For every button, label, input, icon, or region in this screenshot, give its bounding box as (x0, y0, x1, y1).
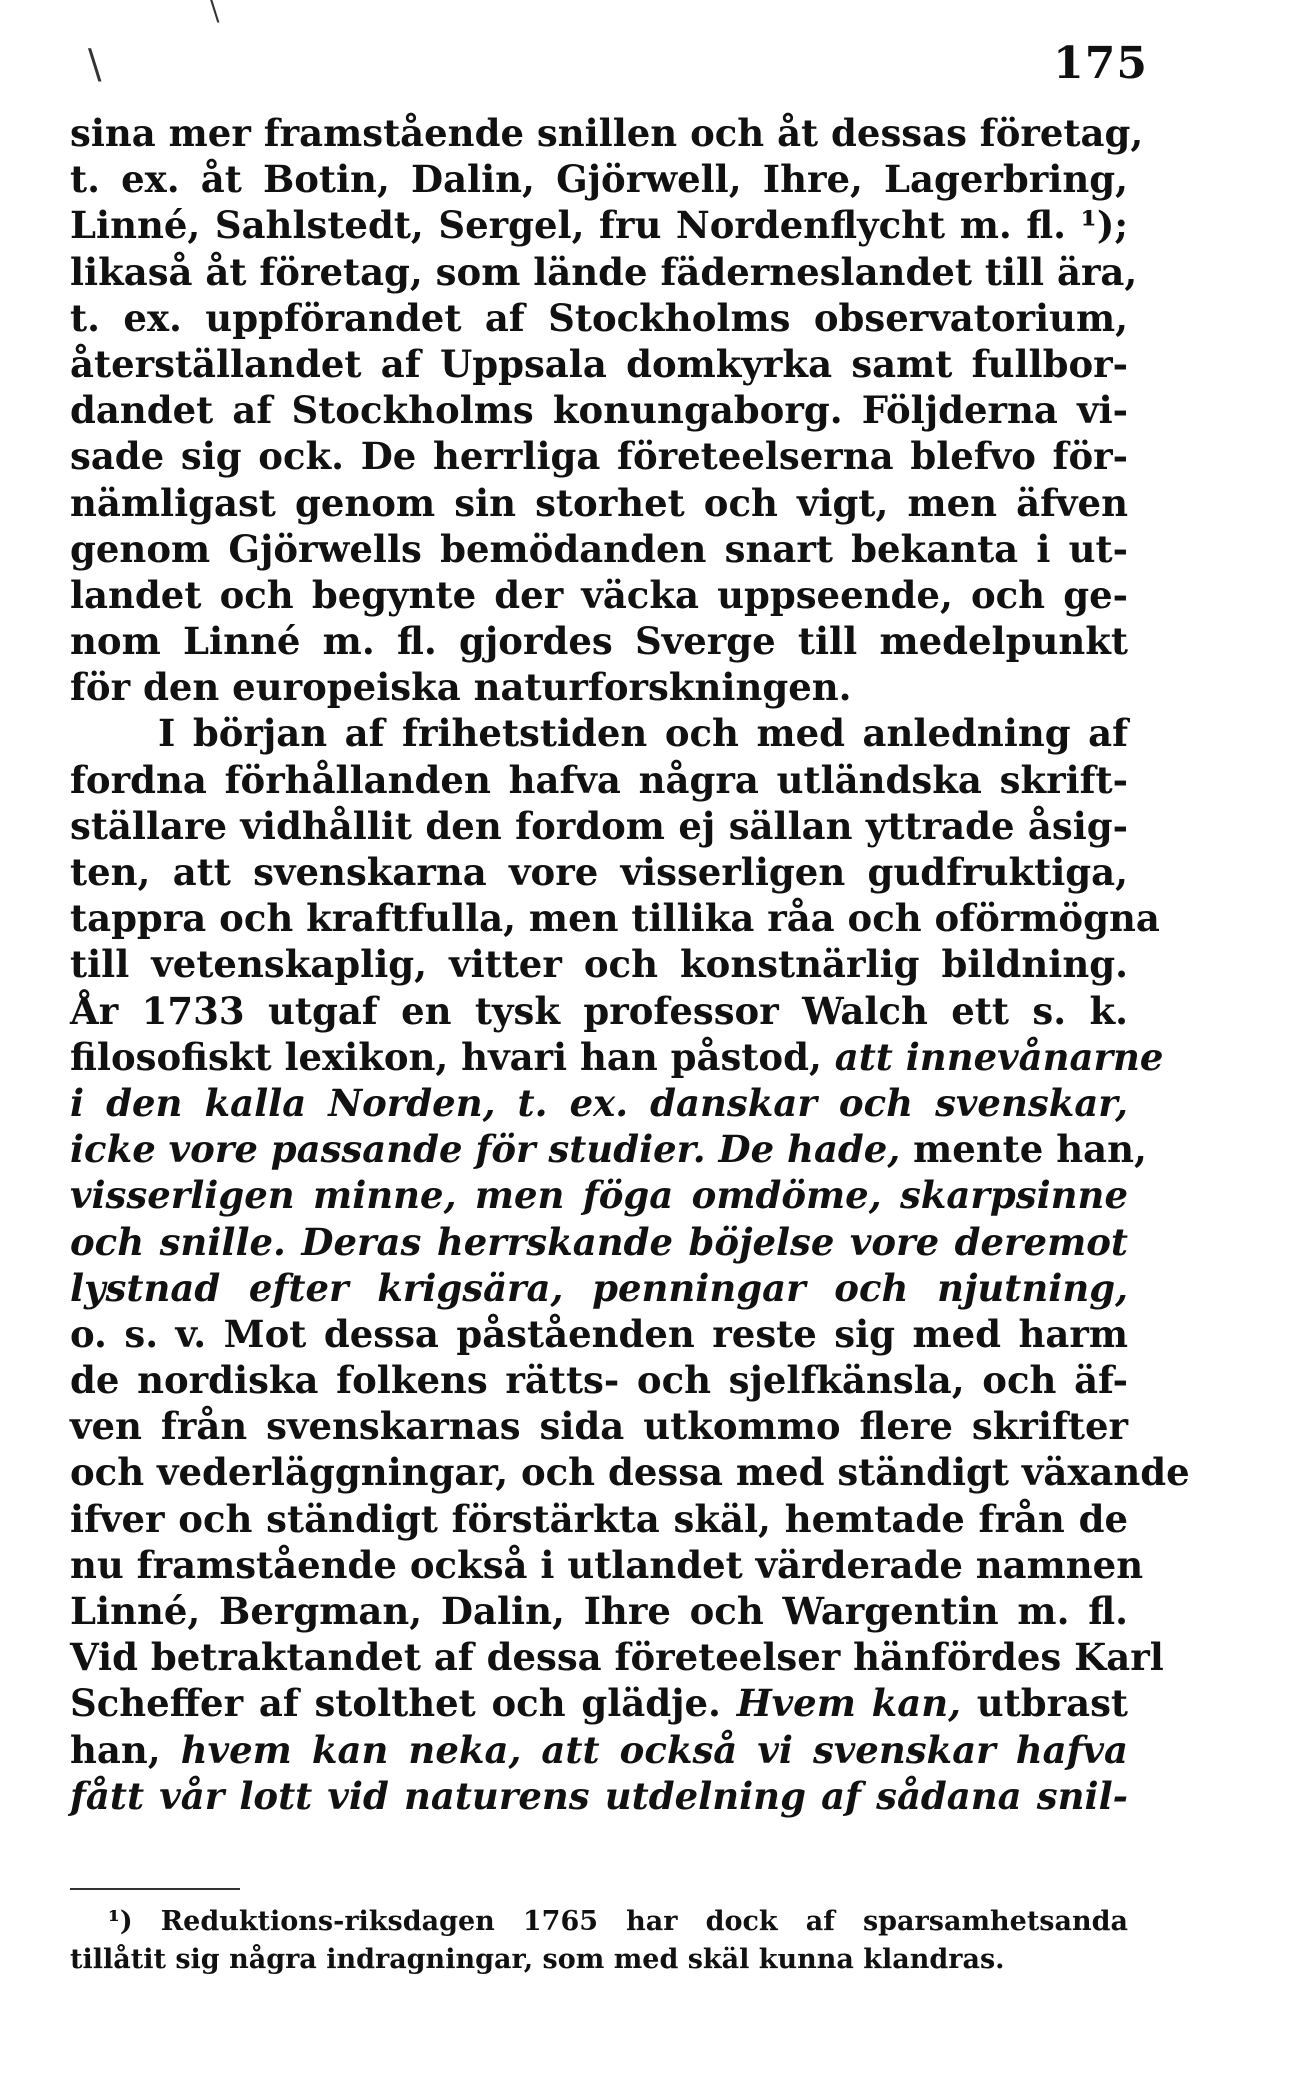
text-line (70, 249, 1138, 295)
text-segment: han, (70, 1727, 181, 1772)
text-line (70, 202, 1128, 248)
text-line (70, 618, 1128, 664)
text-segment: Scheffer af stolthet och glädje. (70, 1681, 737, 1726)
text-segment: Vid betraktandet af dessa företeelser hänfördes Karl (70, 1635, 1164, 1680)
footnote-rule (70, 1888, 240, 1890)
text-segment: Linné, Sahlstedt, Sergel, fru Nordenflycht m. fl. ¹); (70, 203, 1128, 248)
text-segment: återställandet af Uppsala domkyrka samt fullbor- (70, 341, 1128, 386)
scan-mark: \ (88, 42, 102, 88)
footnote-line: tillåtit sig några indragningar, som med skäl kunna klandras. (70, 1944, 1005, 1975)
text-line (70, 803, 1128, 849)
text-segment: ifver och ständigt förstärkta skäl, hemtade från de (70, 1496, 1128, 1541)
scan-mark-top: \ (210, 0, 220, 27)
text-segment: landet och begynte der väcka uppseende, och ge- (70, 572, 1128, 617)
text-line (70, 1403, 1128, 1449)
text-segment: och vederläggningar, och dessa med ständigt växande (70, 1450, 1190, 1495)
text-line (70, 710, 1128, 756)
text-segment: nämligast genom sin storhet och vigt, men äfven (70, 480, 1128, 525)
text-segment: ten, att svenskarna vore visserligen gudfruktiga, (70, 850, 1128, 894)
text-segment: dandet af Stockholms konungaborg. Följderna vi- (70, 388, 1128, 433)
text-segment: I början af frihetstiden och med anledning af (158, 711, 1128, 756)
text-line (70, 1311, 1128, 1357)
text-segment: mente han, (913, 1127, 1147, 1172)
text-line (70, 1496, 1128, 1542)
text-line (70, 1080, 1128, 1126)
text-line (70, 480, 1128, 526)
text-line (70, 1126, 1147, 1172)
text-segment: t. ex. uppförandet af Stockholms observatorium, (70, 295, 1128, 340)
text-segment: o. s. v. Mot dessa påståenden reste sig med harm (70, 1311, 1128, 1356)
text-segment: sina mer framstående snillen och åt dessas företag, (70, 111, 1144, 155)
text-line (70, 526, 1128, 572)
text-line (70, 1634, 1164, 1680)
text-segment: filosofiskt lexikon, hvari han påstod, (70, 1034, 835, 1079)
text-segment: t. ex. åt Botin, Dalin, Gjörwell, Ihre, Lagerbring, (70, 157, 1128, 202)
text-line (70, 1265, 1128, 1311)
text-segment: fordna förhållanden hafva några utländska skrift- (70, 757, 1128, 802)
text-segment: sade sig ock. De herrliga företeelserna blefvo för- (70, 434, 1128, 479)
text-line (70, 988, 1128, 1034)
italic-text: och snille. Deras herrskande böjelse vore deremot (70, 1219, 1128, 1264)
text-line (70, 110, 1144, 156)
text-line (70, 1773, 1128, 1819)
italic-text: Hvem kan, (736, 1681, 961, 1726)
text-line (70, 1357, 1128, 1403)
text-segment: nu framstående också i utlandet värderade namnen (70, 1542, 1144, 1587)
text-segment: nom Linné m. fl. gjordes Sverge till medelpunkt (70, 619, 1128, 664)
text-line (70, 1727, 1128, 1773)
text-segment: utbrast (961, 1681, 1128, 1726)
text-line (70, 341, 1128, 387)
text-line (70, 664, 1128, 710)
text-line (70, 1542, 1144, 1588)
text-line (70, 295, 1128, 341)
text-segment: tappra och kraftfulla, men tillika råa och oförmögna (70, 896, 1160, 941)
text-line (70, 387, 1128, 433)
text-line (70, 572, 1128, 618)
text-line (70, 1219, 1128, 1265)
italic-text: visserligen minne, men föga omdöme, skarpsinne (70, 1173, 1128, 1218)
text-segment: År 1733 utgaf en tysk professor Walch ett s. k. (70, 988, 1128, 1033)
text-line (70, 849, 1128, 895)
text-segment: ställare vidhållit den fordom ej sällan yttrade åsig- (70, 803, 1128, 848)
italic-text: att innevånarne (834, 1034, 1164, 1079)
text-line (70, 1680, 1128, 1726)
text-segment: till vetenskaplig, vitter och konstnärlig bildning. (70, 942, 1128, 987)
text-line (70, 757, 1128, 803)
text-segment: för den europeiska naturforskningen. (70, 665, 852, 710)
footnotes (70, 1903, 1128, 1979)
text-line (70, 1172, 1128, 1218)
footnote-line: ¹) Reduktions-riksdagen 1765 har dock af sparsamhetsanda (108, 1906, 1128, 1937)
text-segment: de nordiska folkens rätts- och sjelfkänsla, och äf- (70, 1358, 1128, 1403)
text-line (70, 1034, 1164, 1080)
italic-text: hvem kan neka, att också vi svenskar hafva (180, 1727, 1128, 1772)
italic-text: i den kalla Norden, t. ex. danskar och svenskar, (70, 1080, 1128, 1125)
text-line (70, 156, 1128, 202)
text-line (70, 895, 1160, 941)
text-segment: genom Gjörwells bemödanden snart bekanta i ut- (70, 526, 1128, 571)
text-line (70, 1588, 1128, 1634)
text-line (70, 941, 1128, 987)
italic-text: lystnad efter krigsära, penningar och njutning, (70, 1265, 1128, 1310)
text-segment: ven från svenskarnas sida utkommo flere skrifter (70, 1404, 1128, 1449)
body-text (70, 110, 1190, 1819)
text-line (70, 1449, 1190, 1495)
italic-text: icke vore passande för studier. De hade, (70, 1127, 914, 1172)
text-segment: likaså åt företag, som lände fäderneslandet till ära, (70, 249, 1138, 294)
italic-text: fått vår lott vid naturens utdelning af sådana snil- (70, 1773, 1128, 1818)
text-segment: Linné, Bergman, Dalin, Ihre och Wargentin m. fl. (70, 1589, 1128, 1633)
text-line (70, 433, 1128, 479)
page-number: 175 (1053, 38, 1148, 89)
